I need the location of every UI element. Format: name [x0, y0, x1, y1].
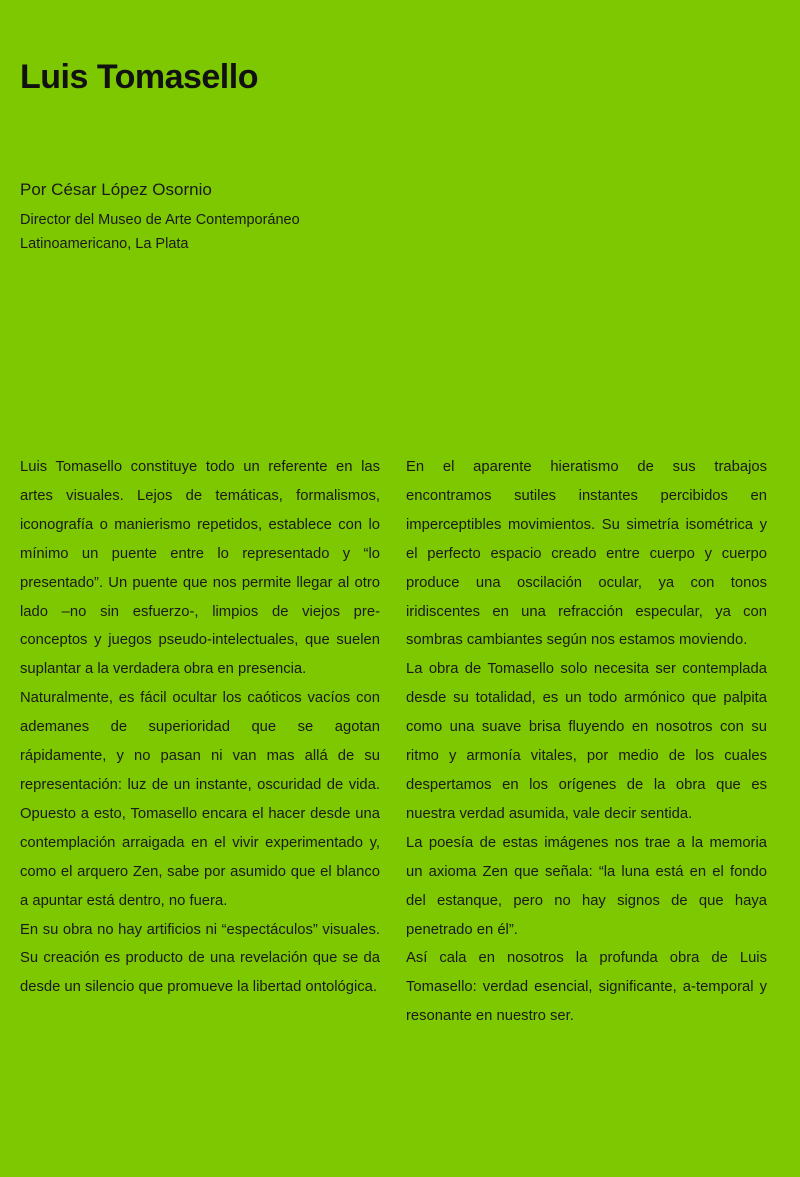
byline — [20, 180, 300, 256]
left-text-column — [20, 453, 380, 1002]
author-role-line-1: Director del Museo de Arte Contemporáneo — [20, 212, 300, 228]
author-role-line-2: Latinoamericano, La Plata — [20, 236, 189, 252]
paragraph: Así cala en nosotros la profunda obra de Luis Tomasello: verdad esencial, significante, a-temporal y resonante en nuestro ser. — [406, 950, 767, 1025]
page-title: Luis Tomasello — [20, 58, 258, 96]
paragraph: En el aparente hieratismo de sus trabajos encontramos sutiles instantes percibidos en imperceptibles movimientos. Su simetría isométrica y el perfecto espacio creado entre cuerpo y cuerpo produce una oscilación ocular, ya con tonos iridiscentes en una refracción especular, ya con sombras cambiantes según nos estamos moviendo. — [406, 459, 767, 649]
author-name: Por César López Osornio — [20, 180, 212, 199]
paragraph: La poesía de estas imágenes nos trae a la memoria un axioma Zen que señala: “la luna está en el fondo del estanque, pero no hay signos de que haya penetrado en él”. — [406, 834, 767, 938]
paragraph: En su obra no hay artificios ni “espectáculos” visuales. Su creación es producto de una revelación que se da desde un silencio que promueve la libertad ontológica. — [20, 921, 380, 996]
right-text-column — [406, 453, 767, 1031]
paragraph: Naturalmente, es fácil ocultar los caóticos vacíos con ademanes de superioridad que se agotan rápidamente, y no pasan ni van mas allá de su representación: luz de un instante, oscuridad de vida. Opuesto a esto, Tomasello encara el hacer desde una contemplación arraigada en el vivir experimentado y, como el arquero Zen, sabe por asumido que el blanco a apuntar está dentro, no fuera. — [20, 690, 380, 909]
paragraph: Luis Tomasello constituye todo un referente en las artes visuales. Lejos de temáticas, formalismos, iconografía o manierismo repetidos, establece con lo mínimo un puente entre lo representado y “lo presentado”. Un puente que nos permite llegar al otro lado –no sin esfuerzo-, limpios de viejos pre-conceptos y juegos pseudo-intelectuales, que suelen suplantar a la verdadera obra en presencia. — [20, 459, 380, 678]
paragraph: La obra de Tomasello solo necesita ser contemplada desde su totalidad, es un todo armónico que palpita como una suave brisa fluyendo en nosotros con su ritmo y armonía vitales, por medio de los cuales despertamos en los orígenes de la obra que es nuestra verdad asumida, vale decir sentida. — [406, 661, 767, 822]
